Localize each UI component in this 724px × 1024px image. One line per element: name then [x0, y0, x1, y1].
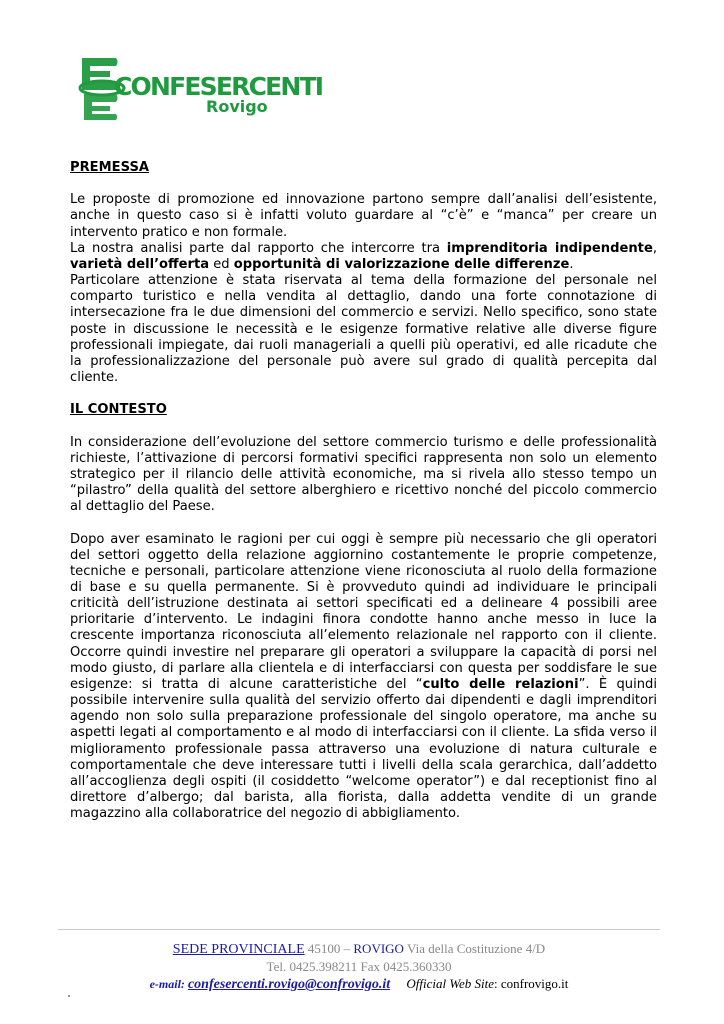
footer-email-link[interactable]: confesercenti.rovigo@confrovigo.it [187, 977, 391, 992]
contesto-paragraph-2: Dopo aver esaminato le ragioni per cui oggi è sempre più necessario che gli operatori del settori oggetto della relazione aggiornino costantemente le proprie competenze, tecniche e personali, particolare attenzione viene riconosciuta al ruolo della formazione di base e su quella permanente. Si è provveduto quindi ad individuare le principali criticità dell’istruzione destinata ai settori specificati ed a delineare 4 possibili aree prioritarie d’intervento. Le indagini finora condotte hanno anche messo in luce la crescente importanza riconosciuta all’elemento relazionale nel rapporto con il cliente. Occorre quindi investire nel preparare gli operatori a sviluppare la capacità di porsi nel modo giusto, di parlare alla clientela e di interfacciarsi con questa per soddisfare le sue esigenze: si tratta di alcune caratteristiche del “culto delle relazioni”. È quindi possibile intervenire sulla qualità del servizio offerto dai dipendenti e dagli imprenditori agendo non solo sulla preparazione professionale del singolo operatore, ma anche su aspetti legati al comportamento e al modo di interfacciarsi con il cliente. La sfida verso il miglioramento professionale passa attraverso una evoluzione di natura culturale e comportamentale che deve interessare tutti i livelli della scala gerarchica, dall’addetto all’accoglienza degli ospiti (il cosiddetto “welcome operator”) e dal receptionist fino al direttore d’albergo; dal barista, alla fiorista, dalla addetta vendite di un grande magazzino alla collaboratrice del negozio di abbigliamento. [70, 531, 657, 822]
premessa-paragraph-3: Particolare attenzione è stata riservata al tema della formazione del personale nel comparto turistico e nella vendita al dettaglio, dando una forte connotazione di intersecazione fra le due dimensioni del commercio e servizi. Nello specifico, sono state poste in discussione le necessità e le esigenze formative relative alle diverse figure professionali impiegate, dai ruoli manageriali a quelli più operativi, ed alle ricadute che la professionalizzazione del personale può avere sul grado di qualità percepita dal cliente. [70, 273, 657, 386]
footer-email-label: e-mail: [149, 977, 188, 991]
premessa-paragraph-2: La nostra analisi parte dal rapporto che intercorre tra imprenditoria indipendente, varietà dell’offerta ed opportunità di valorizzazione delle differenze. [70, 240, 657, 272]
footer [58, 940, 660, 993]
contesto-paragraph-1: In considerazione dell’evoluzione del settore commercio turismo e delle professionalità richieste, l’attivazione di percorsi formativi specifici rappresenta non solo un elemento strategico per il rilancio delle attività economiche, ma si rivela allo stesso tempo un “pilastro” della qualità del settore alberghiero e ricettivo nonché del piccolo commercio al dettaglio del Paese. [70, 434, 657, 515]
footer-divider [58, 929, 660, 930]
page-mark [68, 995, 70, 997]
logo-text: CONFESERCENTI [114, 72, 323, 101]
footer-title: SEDE PROVINCIALE [172, 942, 305, 957]
premessa-paragraph-1: Le proposte di promozione ed innovazione partono sempre dall’analisi dell’esistente, anche in questo caso si è infatti voluto guardare al “c’è” e “manca” per creare un intervento pratico e non formale. [70, 192, 657, 240]
heading-premessa: PREMESSA [70, 160, 150, 175]
footer-cap: 45100 – [307, 941, 354, 956]
footer-website[interactable]: Official Web Site: confrovigo.it [406, 976, 569, 991]
logo-subtitle: Rovigo [206, 97, 268, 116]
footer-address: Via della Costituzione 4/D [403, 941, 546, 956]
document-body [70, 160, 657, 822]
footer-contacts-line [58, 975, 660, 993]
logo-mark [80, 52, 323, 122]
heading-contesto: IL CONTESTO [70, 402, 167, 418]
footer-address-line [58, 940, 660, 958]
footer-city: ROVIGO [353, 941, 404, 956]
confesercenti-logo [80, 52, 323, 122]
footer-phones: Tel. 0425.398211 Fax 0425.360330 [266, 959, 452, 974]
